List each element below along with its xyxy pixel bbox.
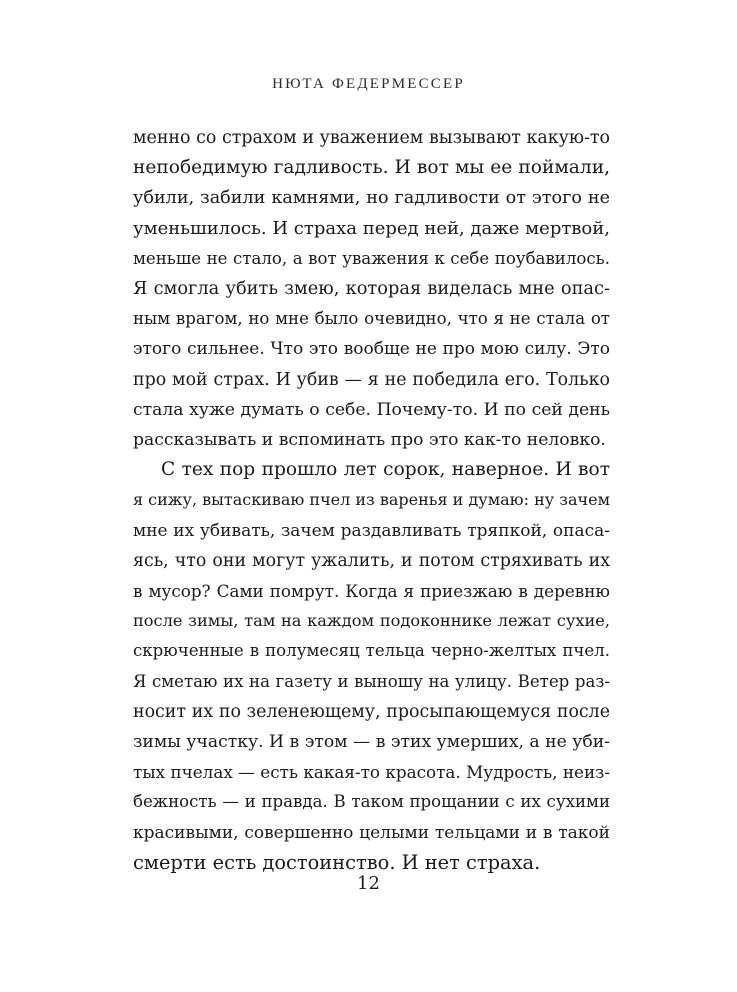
text-line: ным врагом, но мне было очевидно, что я не стала от xyxy=(133,309,610,329)
text-line: мне их убивать, зачем раздавливать тряпкой, опаса- xyxy=(133,520,610,541)
paragraph-1 xyxy=(133,123,610,455)
text-line: С тех пор прошло лет сорок, наверное. И вот xyxy=(161,459,610,481)
text-line: этого сильнее. Что это вообще не про мою силу. Это xyxy=(133,339,610,360)
text-line: бежность — и правда. В таком прощании с их сухими xyxy=(133,792,610,812)
text-line: носит их по зеленеющему, просыпающемуся после xyxy=(133,701,610,722)
page-number: 12 xyxy=(357,873,380,894)
text-line: смерти есть достоинство. И нет страха. xyxy=(133,850,541,874)
text-line: стала хуже думать о себе. Почему-то. И по сей день xyxy=(133,399,610,420)
running-head: НЮТА ФЕДЕРМЕССЕР xyxy=(272,76,465,92)
text-line: рассказывать и вспоминать про это как-то неловко. xyxy=(133,430,606,451)
text-line: непобедимую гадливость. И вот мы ее поймали, xyxy=(133,157,610,179)
text-line: Я смогла убить змею, которая виделась мне опас- xyxy=(133,278,610,300)
text-line: убили, забили камнями, но гадливости от этого не xyxy=(133,188,610,209)
body-text xyxy=(133,123,610,878)
text-line: красивыми, совершенно целыми тельцами и в такой xyxy=(133,822,610,843)
paragraph-2 xyxy=(133,455,610,878)
text-line: тых пчелах — есть какая-то красота. Мудрость, неиз- xyxy=(133,762,610,783)
text-line: менно со страхом и уважением вызывают какую-то xyxy=(133,128,610,148)
text-line: после зимы, там на каждом подоконнике лежат сухие, xyxy=(133,611,610,631)
text-line: меньше не стало, а вот уважения к себе поубавилось. xyxy=(133,248,610,268)
text-line: я сижу, вытаскиваю пчел из варенья и думаю: ну зачем xyxy=(133,490,611,510)
text-line: зимы участку. И в этом — в этих умерших, а не уби- xyxy=(133,732,610,753)
text-line: про мой страх. И убив — я не победила его. Только xyxy=(133,369,610,390)
text-line: в мусор? Сами помрут. Когда я приезжаю в деревню xyxy=(133,581,610,602)
text-line: ясь, что они могут ужалить, и потом стряхивать их xyxy=(133,550,610,571)
text-line: Я сметаю их на газету и выношу на улицу. Ветер раз- xyxy=(133,671,610,691)
text-line: уменьшилось. И страха перед ней, даже мертвой, xyxy=(133,217,610,239)
text-line: скрюченные в полумесяц тельца черно-желтых пчел. xyxy=(133,641,610,661)
